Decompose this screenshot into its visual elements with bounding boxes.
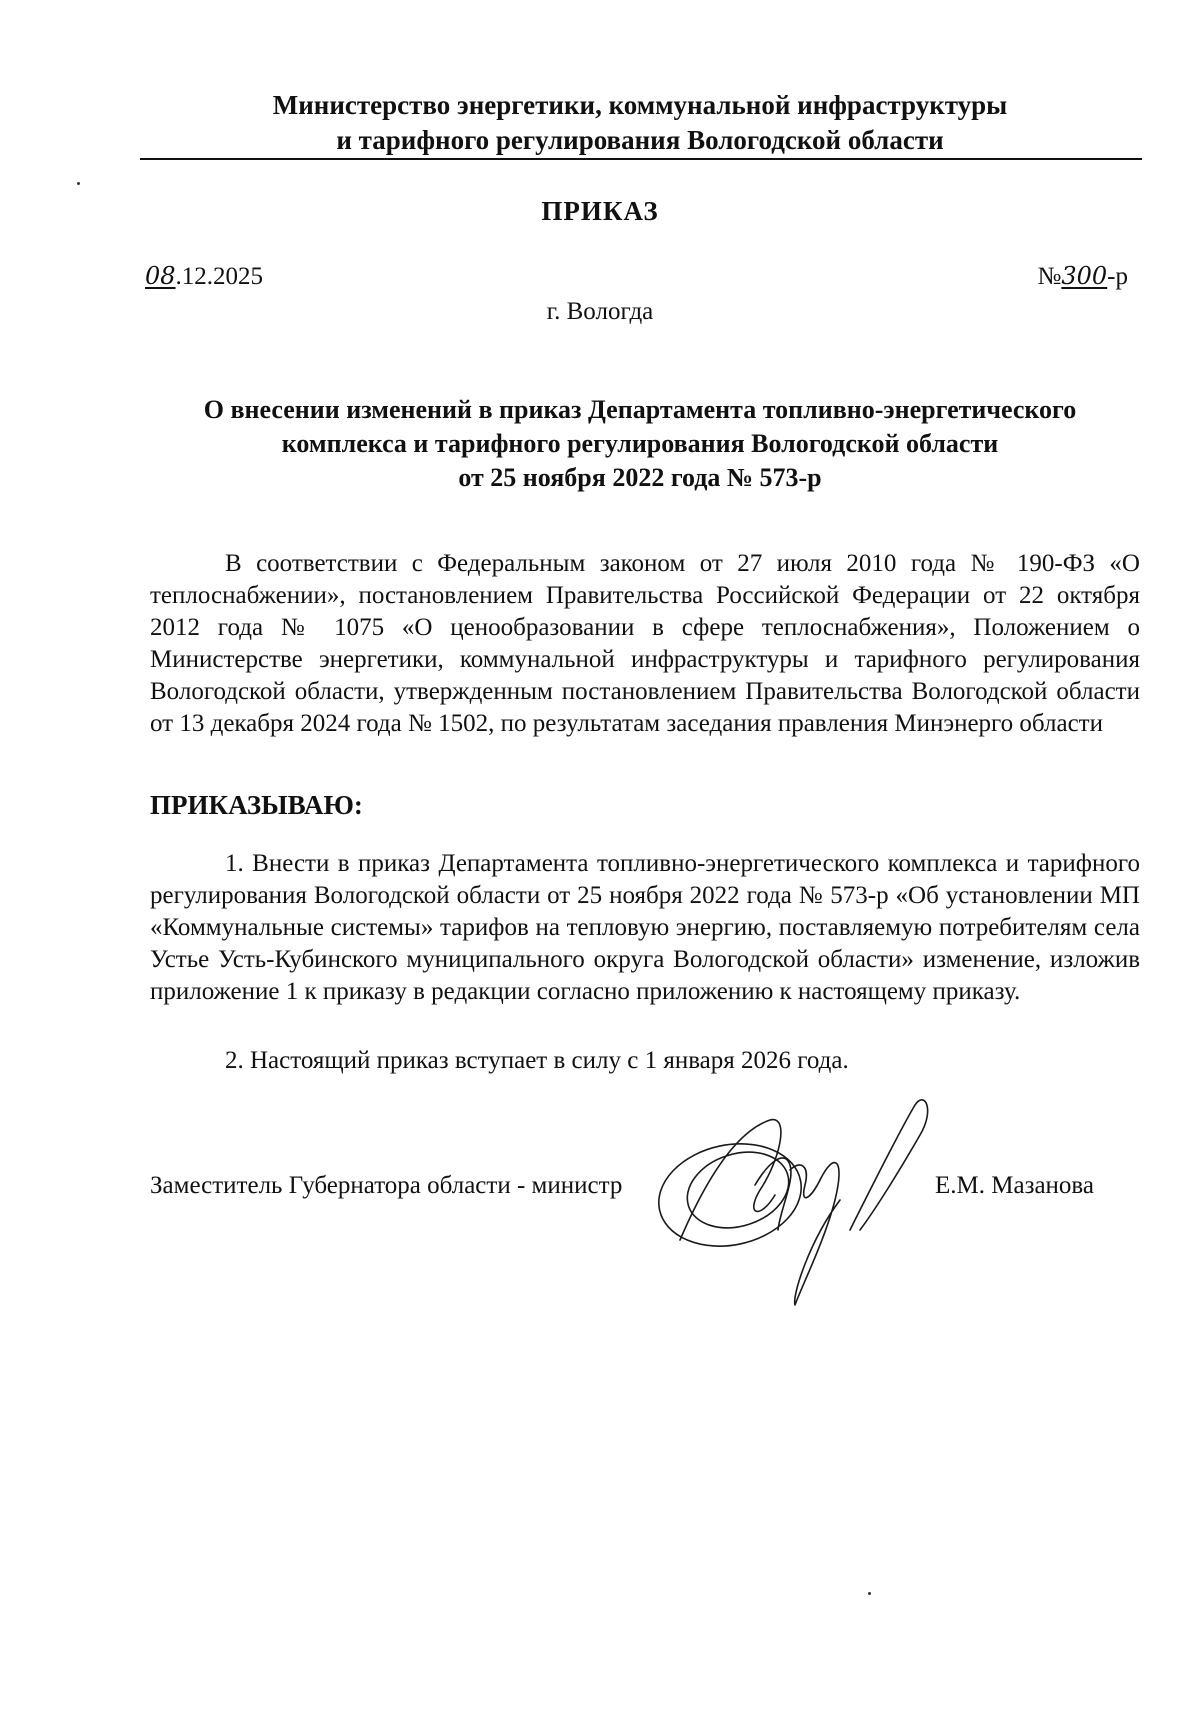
order-item-1: 1. Внести в приказ Департамента топливно-энергетического комплекса и тарифного регулирования Вологодской области от 25 ноября 2022 года № 573-р «Об установлении МП «Коммунальные системы» тарифов на тепловую энергию, поставляемую потребителям села Устье Усть-Кубинского муниципального округа Вологодской области» изменение, изложив приложение 1 к приказу в редакции согласно приложению к настоящему приказу. bbox=[150, 850, 1140, 1005]
ministry-header-line2: и тарифного регулирования Вологодской области bbox=[336, 125, 944, 155]
number-prefix: № bbox=[1037, 263, 1062, 290]
subject-line3: от 25 ноября 2022 года № 573-р bbox=[458, 463, 822, 492]
document-city: г. Вологда bbox=[546, 298, 654, 325]
document-type: ПРИКАЗ bbox=[541, 196, 659, 226]
ministry-header-line1: Министерство энергетики, коммунальной инфраструктуры bbox=[272, 90, 1008, 120]
subject-line1: О внесении изменений в приказ Департамента топливно-энергетического bbox=[203, 395, 1077, 424]
ministry-header bbox=[140, 88, 1140, 158]
signatory-position: Заместитель Губернатора области - министр bbox=[150, 1172, 623, 1199]
signatory-name: Е.М. Мазанова bbox=[935, 1172, 1094, 1199]
number-handwritten: 300 bbox=[1061, 262, 1108, 290]
document-subject bbox=[140, 393, 1140, 495]
number-suffix: -р bbox=[1107, 263, 1128, 290]
subject-line2: комплекса и тарифного регулирования Вологодской области bbox=[281, 429, 999, 458]
order-verb: ПРИКАЗЫВАЮ: bbox=[150, 790, 363, 820]
order-item-2: 2. Настоящий приказ вступает в силу с 1 января 2026 года. bbox=[225, 1047, 849, 1074]
document-number bbox=[1038, 262, 1129, 291]
date-day-handwritten: 08 bbox=[145, 262, 176, 290]
scan-speck bbox=[868, 1592, 871, 1595]
document-date bbox=[145, 262, 263, 291]
preamble-paragraph: В соответствии с Федеральным законом от 27 июля 2010 года № 190-ФЗ «О теплоснабжении», постановлением Правительства Российской Федерации от 22 октября 2012 года № 1075 «О ценообразовании в сфере теплоснабжения», Положением о Министерстве энергетики, коммунальной инфраструктуры и тарифного регулирования Вологодской области, утвержденным постановлением Правительства Вологодской области от 13 декабря 2024 года № 1502, по результатам заседания правления Минэнерго области bbox=[150, 550, 1140, 737]
handwritten-signature bbox=[650, 1090, 960, 1310]
date-month-year: .12.2025 bbox=[175, 263, 264, 290]
scan-speck bbox=[77, 182, 80, 185]
header-divider bbox=[140, 158, 1142, 160]
